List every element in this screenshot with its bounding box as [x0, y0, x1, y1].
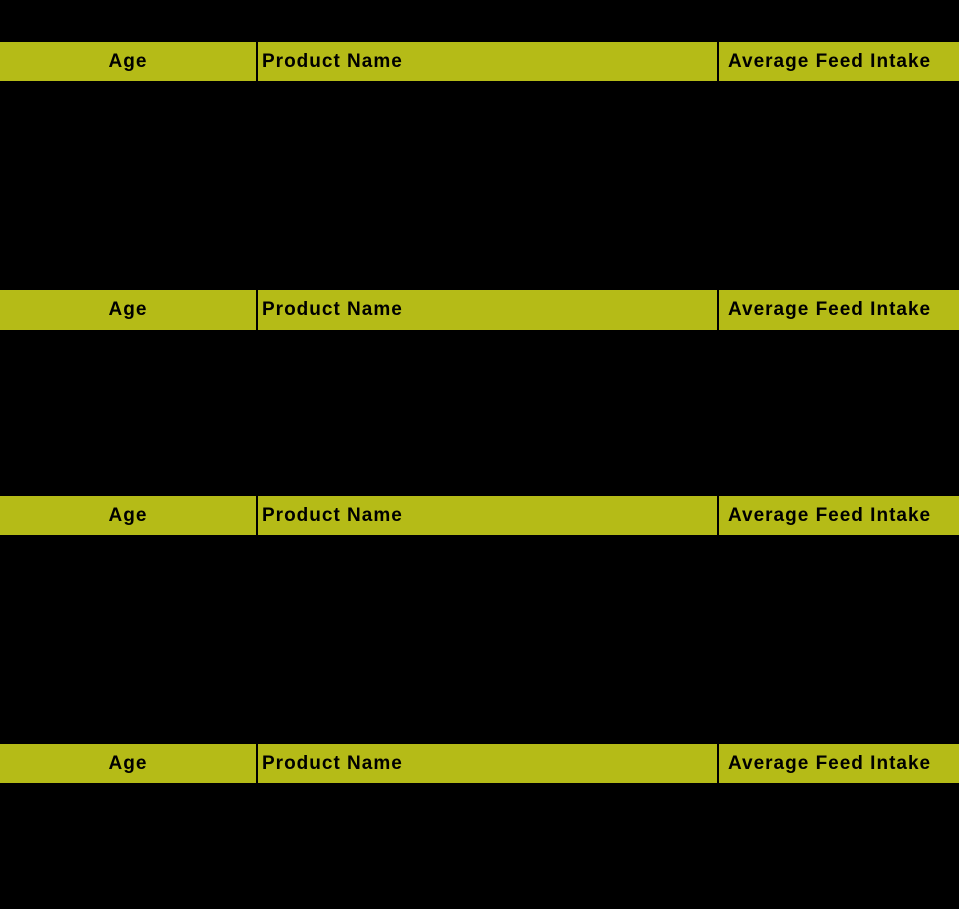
table-3-header-row — [0, 496, 959, 535]
table-1-column-header-average-feed-intake: Average Feed Intake — [717, 42, 959, 81]
table-1-header-row — [0, 42, 959, 81]
table-2-column-header-age: Age — [108, 299, 148, 320]
table-4-header-row — [0, 744, 959, 783]
table-1-column-header-product-name: Product Name — [256, 42, 717, 81]
table-2-column-header-average-feed-intake: Average Feed Intake — [717, 290, 959, 330]
table-2-header-row — [0, 290, 959, 330]
table-3-column-header-average-feed-intake: Average Feed Intake — [717, 496, 959, 535]
table-4-column-header-average-feed-intake: Average Feed Intake — [717, 744, 959, 783]
table-3-column-header-product-name: Product Name — [256, 496, 717, 535]
table-4-column-header-product-name: Product Name — [256, 744, 717, 783]
table-4-column-header-age: Age — [108, 752, 148, 774]
table-2-column-header-product-name: Product Name — [256, 290, 717, 330]
table-3-column-header-age: Age — [108, 504, 148, 526]
table-1-column-header-age: Age — [108, 50, 148, 72]
